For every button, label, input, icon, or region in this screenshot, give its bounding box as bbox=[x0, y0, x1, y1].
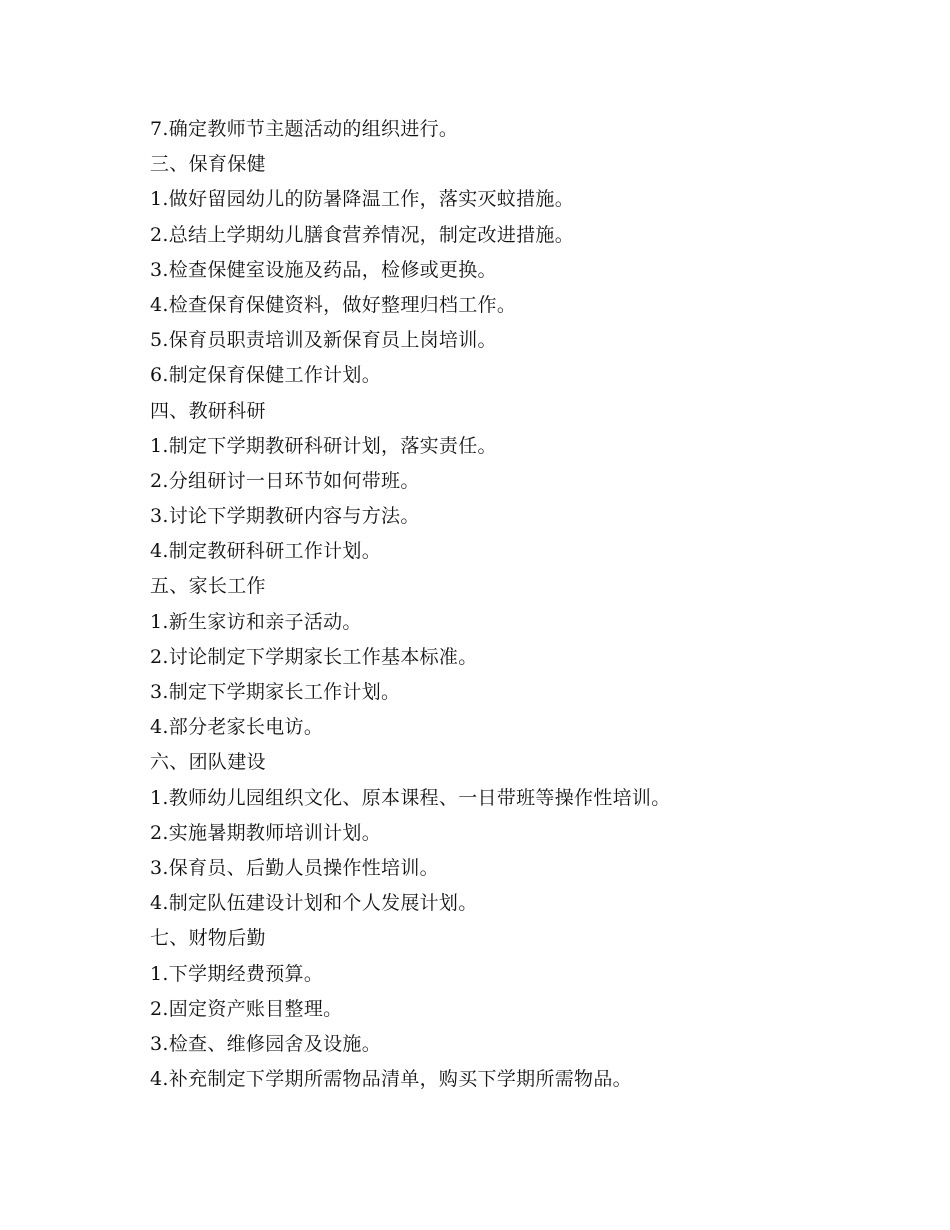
list-item: 2.讨论制定下学期家长工作基本标准。 bbox=[150, 645, 478, 668]
list-item: 1.制定下学期教研科研计划，落实责任。 bbox=[150, 434, 497, 457]
list-item: 4.检查保育保健资料，做好整理归档工作。 bbox=[150, 293, 517, 316]
list-item: 4.制定队伍建设计划和个人发展计划。 bbox=[150, 892, 478, 915]
section-heading: 六、团队建设 bbox=[150, 751, 266, 774]
list-item: 2.总结上学期幼儿膳食营养情况，制定改进措施。 bbox=[150, 223, 575, 246]
list-item: 4.部分老家长电访。 bbox=[150, 716, 324, 739]
list-item: 1.新生家访和亲子活动。 bbox=[150, 610, 362, 633]
list-item: 2.固定资产账目整理。 bbox=[150, 997, 343, 1020]
list-item: 5.保育员职责培训及新保育员上岗培训。 bbox=[150, 329, 497, 352]
list-item: 1.下学期经费预算。 bbox=[150, 962, 324, 985]
document-body bbox=[150, 112, 910, 1097]
list-item: 3.保育员、后勤人员操作性培训。 bbox=[150, 856, 439, 879]
list-item: 4.制定教研科研工作计划。 bbox=[150, 540, 382, 563]
list-item: 2.实施暑期教师培训计划。 bbox=[150, 821, 382, 844]
list-item: 7.确定教师节主题活动的组织进行。 bbox=[150, 118, 459, 140]
list-item: 3.检查、维修园舍及设施。 bbox=[150, 1032, 382, 1055]
list-item: 4.补充制定下学期所需物品清单，购买下学期所需物品。 bbox=[150, 1068, 632, 1091]
list-item: 6.制定保育保健工作计划。 bbox=[150, 364, 382, 387]
list-item: 1.做好留园幼儿的防暑降温工作，落实灭蚊措施。 bbox=[150, 188, 575, 211]
section-heading: 三、保育保健 bbox=[150, 153, 266, 176]
list-item: 1.教师幼儿园组织文化、原本课程、一日带班等操作性培训。 bbox=[150, 786, 671, 809]
list-item: 2.分组研讨一日环节如何带班。 bbox=[150, 469, 420, 492]
list-item: 3.检查保健室设施及药品，检修或更换。 bbox=[150, 258, 497, 281]
section-heading: 七、财物后勤 bbox=[150, 927, 266, 950]
section-heading: 四、教研科研 bbox=[150, 399, 266, 422]
list-item: 3.讨论下学期教研内容与方法。 bbox=[150, 505, 420, 528]
list-item: 3.制定下学期家长工作计划。 bbox=[150, 681, 401, 703]
section-heading: 五、家长工作 bbox=[150, 575, 266, 598]
